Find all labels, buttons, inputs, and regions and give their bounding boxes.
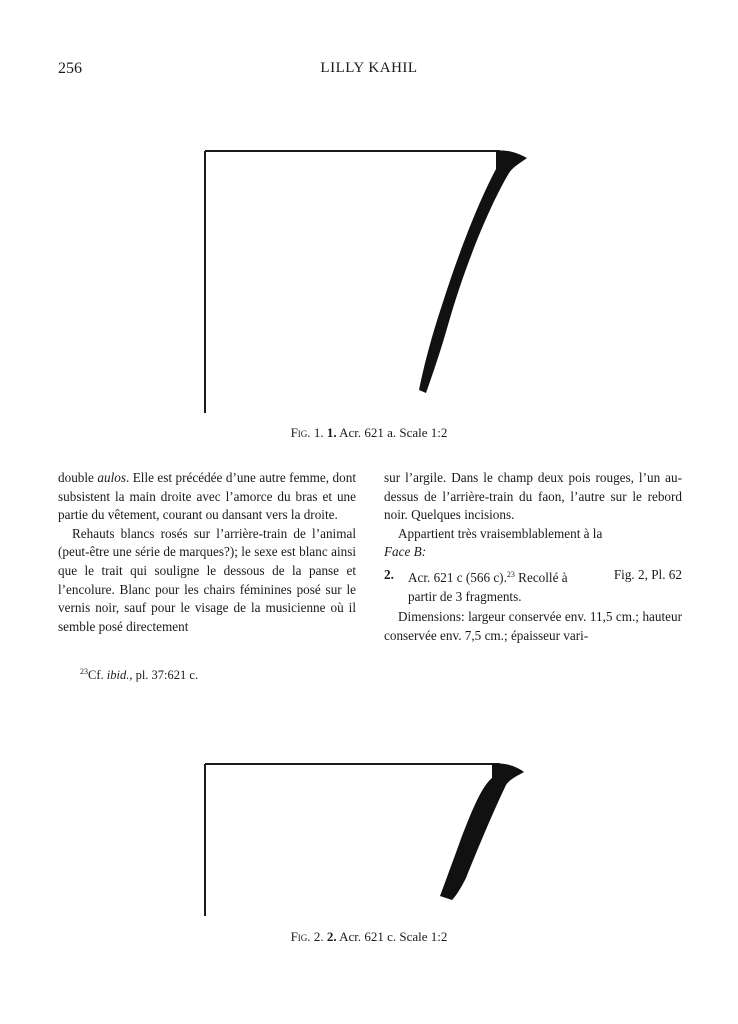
footnote-23: $^{23}$Cf. ibid., pl. 37:621 c. — [80, 667, 199, 682]
figure-1-caption: Fig. 1. 1. Acr. 621 a. Scale 1:2 — [290, 425, 448, 440]
figure-1-drawing — [200, 145, 540, 420]
page-number: 256 — [58, 60, 82, 77]
catalogue-entry-2 — [384, 566, 682, 606]
figure-2-caption: Fig. 2. 2. Acr. 621 c. Scale 1:2 — [290, 929, 448, 944]
figure-2-vase-profile — [440, 763, 524, 900]
entry-figure-refs: Fig. 2, Pl. 62 — [613, 566, 682, 582]
entry-line-2: partir de 3 fragments. — [408, 588, 522, 604]
right-paragraph-1: sur l’argile. Dans le champ deux pois rouges, l’un au-dessus de l’arrière-train du faon, l’autre sur le rebord noir. Quelques incisions. — [384, 470, 682, 523]
right-paragraph-3: Dimensions: largeur conservée env. 11,5 cm.; hauteur conservée env. 7,5 cm.; épaisseur vari- — [384, 609, 682, 643]
right-paragraph-2: Appartient très vraisemblablement à la Face B: — [384, 525, 603, 560]
left-paragraph-2: Rehauts blancs rosés sur l’arrière-train de l’animal (peut-être une série de marques?); le sexe est blanc ainsi que le trait qui souligne le dessous de la panse et l’encolure. Blanc pour les chairs féminines posé sur le vernis noir, sauf pour le visage de la musicienne où il semble posé directement — [58, 525, 356, 634]
figure-1-vase-profile — [419, 150, 527, 393]
entry-number: 2. — [384, 566, 394, 582]
left-paragraph-1: double aulos. Elle est précédée d’une autre femme, dont subsistent la main droite avec l’amorce du bras et une partie du vêtement, courant ou dansant vers la droite. — [58, 470, 356, 523]
running-title: LILLY KAHIL — [320, 60, 418, 76]
figure-2-drawing — [200, 758, 540, 923]
left-column — [58, 469, 356, 636]
right-column — [384, 469, 682, 645]
entry-title: Acr. 621 c (566 c).$^{23}$ Recollé à — [408, 569, 568, 585]
